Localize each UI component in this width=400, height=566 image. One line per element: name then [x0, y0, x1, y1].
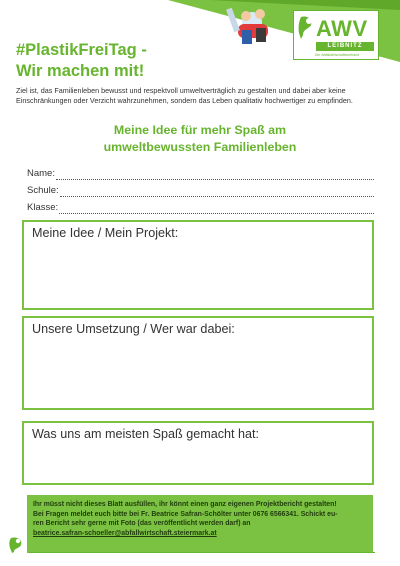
- implementation-box[interactable]: [22, 316, 374, 410]
- class-label: Klasse:: [27, 202, 59, 213]
- logo-wordmark: AWV: [316, 16, 368, 41]
- idea-box[interactable]: [22, 220, 374, 310]
- subtitle-line-2: umweltbewussten Familienleben: [103, 140, 297, 154]
- name-label: Name:: [27, 168, 55, 179]
- fun-box[interactable]: [22, 421, 374, 485]
- idea-box-label: Meine Idee / Mein Projekt:: [32, 226, 179, 240]
- awv-logo: [293, 10, 379, 60]
- intro-text: Ziel ist, das Familienleben bewusst und respektvoll umweltverträglich zu gestalten und dabei aber keine Einschränkungen oder Verzicht wahrzunehmen, sondern das Leben qualitativ hochwertiger zu empfinden.: [16, 86, 353, 106]
- footer-divider: [29, 552, 375, 553]
- name-field[interactable]: [27, 166, 374, 180]
- title-line-1: #PlastikFreiTag -: [16, 41, 147, 59]
- subtitle-line-1: Meine Idee für mehr Spaß am: [113, 123, 287, 137]
- kids-illustration: [226, 8, 268, 44]
- school-label: Schule:: [27, 185, 59, 196]
- page-title: [16, 40, 147, 82]
- school-input-line[interactable]: [60, 186, 374, 197]
- footer-line-3: ren Bericht sehr gerne mit Foto (das veröffentlicht werden darf) an: [33, 520, 251, 528]
- footer-logo-icon: [8, 536, 26, 554]
- email-link[interactable]: beatrice.safran-schoeller@abfallwirtschaft.steiermark.at: [33, 529, 217, 537]
- footer-line-2: Bei Fragen meldet euch bitte bei Fr. Beatrice Safran-Schölter unter 0676 6566341. Schickt eu-: [33, 510, 338, 518]
- class-field[interactable]: [27, 200, 374, 214]
- subtitle: [60, 122, 340, 156]
- logo-figure-icon: [297, 15, 317, 41]
- fun-box-label: Was uns am meisten Spaß gemacht hat:: [32, 427, 260, 441]
- logo-tagline: Der Abfallwirtschaftsverband: [314, 53, 360, 57]
- logo-subline: LEIBNITZ: [316, 42, 374, 51]
- school-field[interactable]: [27, 183, 374, 197]
- name-input-line[interactable]: [56, 169, 374, 180]
- class-input-line[interactable]: [59, 203, 374, 214]
- footer-line-1: Ihr müsst nicht dieses Blatt ausfüllen, ihr könnt einen ganz eigenen Projektbericht gestalten!: [33, 501, 337, 508]
- title-line-2: Wir machen mit!: [16, 62, 145, 80]
- implementation-box-label: Unsere Umsetzung / Wer war dabei:: [32, 322, 235, 336]
- footer-info: [27, 495, 373, 553]
